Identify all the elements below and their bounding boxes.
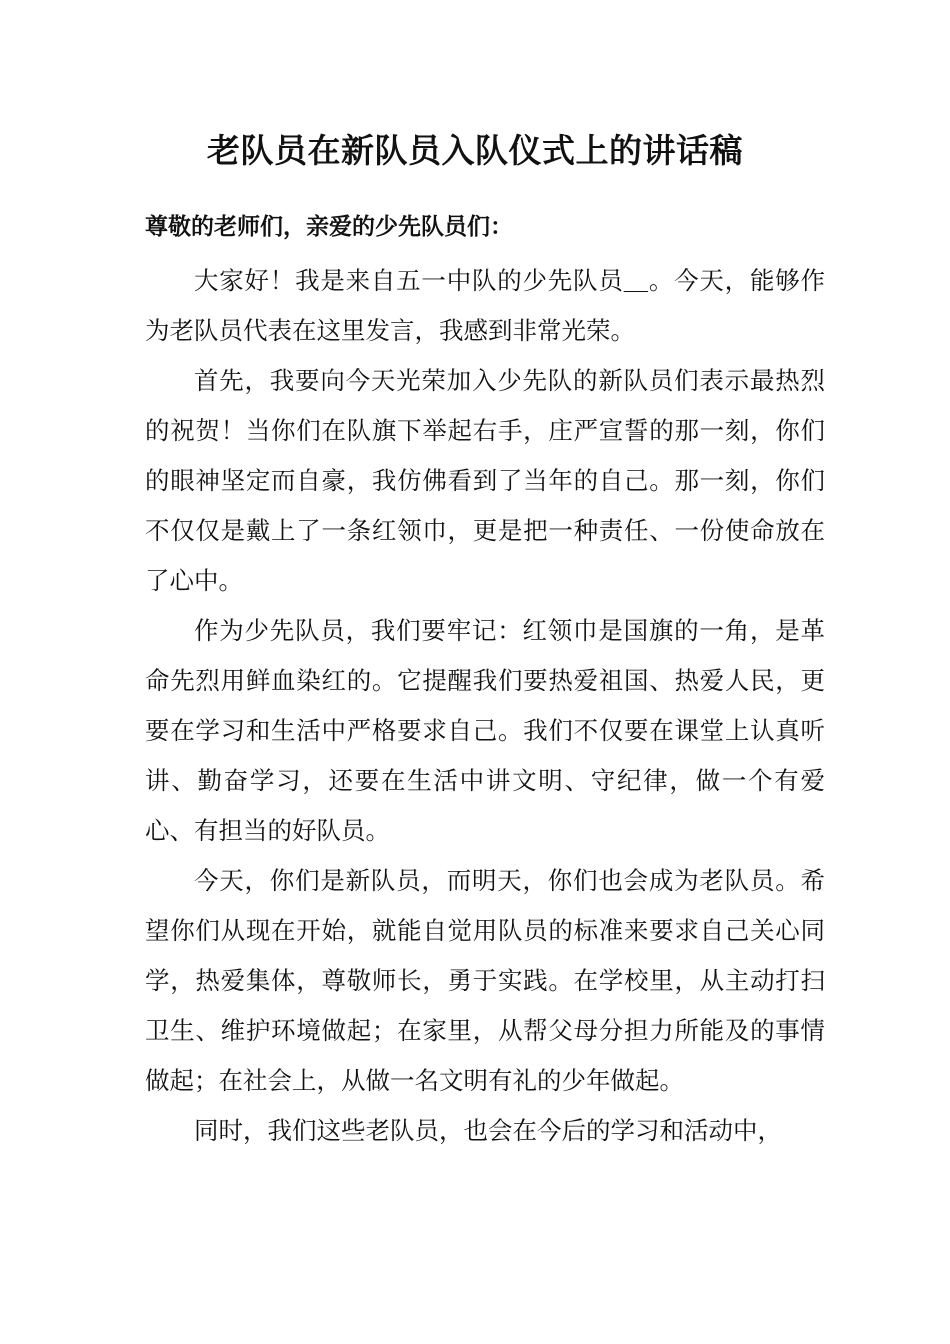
paragraph: 作为少先队员，我们要牢记：红领巾是国旗的一角，是革命先烈用鲜血染红的。它提醒我们要热爱祖国、热爱人民，更要在学习和生活中严格要求自己。我们不仅要在课堂上认真听讲、勤奋学习，还要在生活中讲文明、守纪律，做一个有爱心、有担当的好队员。	[145, 616, 825, 845]
speech-body	[145, 256, 825, 1156]
salutation: 尊敬的老师们，亲爱的少先队员们：	[145, 214, 513, 240]
paragraph: 大家好！我是来自五一中队的少先队员＿。今天，能够作为老队员代表在这里发言，我感到非常光荣。	[145, 266, 825, 345]
paragraph: 同时，我们这些老队员，也会在今后的学习和活动中，	[194, 1116, 782, 1145]
paragraph: 首先，我要向今天光荣加入少先队的新队员们表示最热烈的祝贺！当你们在队旗下举起右手，庄严宣誓的那一刻，你们的眼神坚定而自豪，我仿佛看到了当年的自己。那一刻，你们不仅仅是戴上了一条红领巾，更是把一种责任、一份使命放在了心中。	[145, 366, 825, 595]
page-title: 老队员在新队员入队仪式上的讲话稿	[207, 131, 743, 170]
paragraph: 今天，你们是新队员，而明天，你们也会成为老队员。希望你们从现在开始，就能自觉用队员的标准来要求自己关心同学，热爱集体，尊敬师长，勇于实践。在学校里，从主动打扫卫生、维护环境做起；在家里，从帮父母分担力所能及的事情做起；在社会上，从做一名文明有礼的少年做起。	[145, 866, 825, 1095]
